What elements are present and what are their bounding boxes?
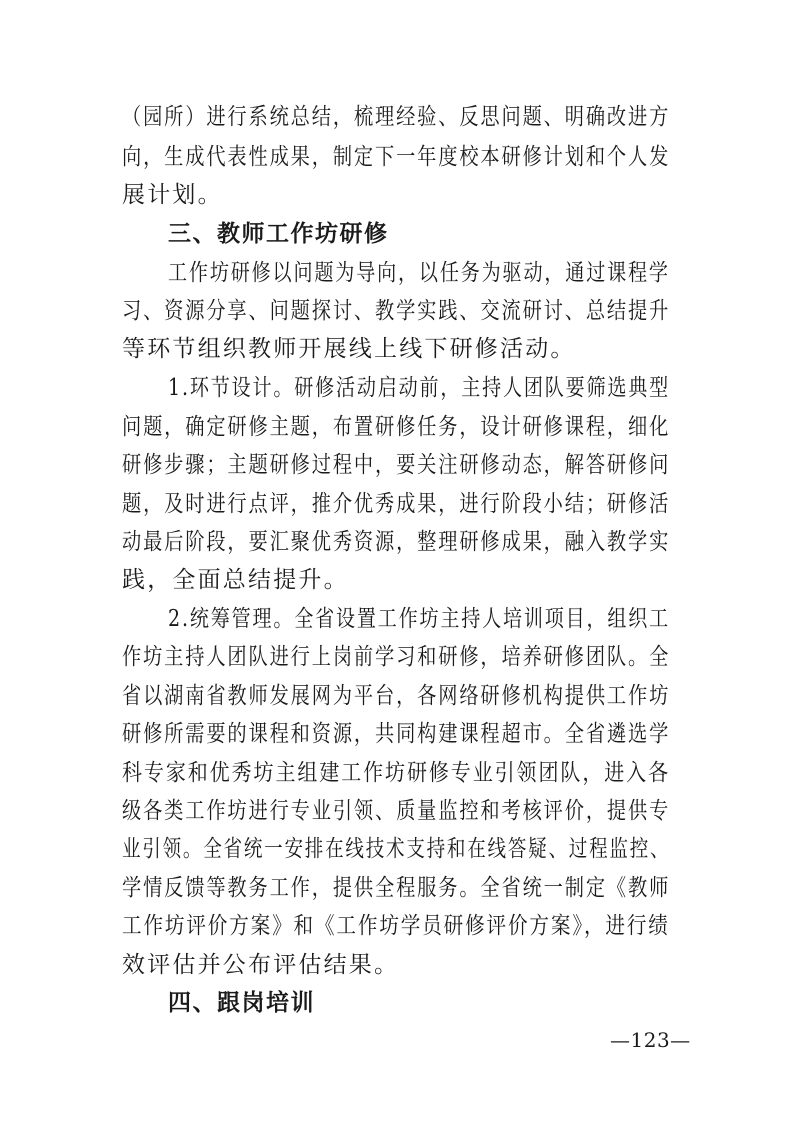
paragraph-line: 践，全面总结提升。 — [122, 567, 349, 593]
paragraph-line: 习、资源分享、问题探讨、教学实践、交流研讨、总结提升 — [122, 298, 671, 324]
paragraph-line: 研修步骤；主题研修过程中，要关注研修动态，解答研修问 — [122, 452, 671, 478]
paragraph-line: 级各类工作坊进行专业引领、质量监控和考核评价，提供专 — [122, 798, 671, 824]
paragraph-line: 等环节组织教师开展线上线下研修活动。 — [122, 336, 576, 362]
paragraph-line: 动最后阶段，要汇聚优秀资源，整理研修成果，融入教学实 — [122, 529, 671, 555]
paragraph-line: 题，及时进行点评，推介优秀成果，进行阶段小结；研修活 — [122, 491, 671, 517]
paragraph-line: 效评估并公布评估结果。 — [122, 952, 400, 978]
section-heading-3: 三、教师工作坊研修 — [168, 221, 389, 247]
paragraph-line: 工作坊评价方案》和《工作坊学员研修评价方案》，进行绩 — [122, 913, 670, 939]
paragraph-line: 展计划。 — [122, 182, 223, 208]
page-number: —123— — [610, 1028, 691, 1052]
paragraph-line: 问题，确定研修主题，布置研修任务，设计研修课程，细化 — [122, 414, 671, 440]
section-heading-4: 四、跟岗培训 — [168, 990, 315, 1016]
paragraph-line: 业引领。全省统一安排在线技术支持和在线答疑、过程监控、 — [122, 836, 671, 862]
paragraph-line: 作坊主持人团队进行上岗前学习和研修，培养研修团队。全 — [122, 644, 671, 670]
paragraph-line: 1.环节设计。研修活动启动前，主持人团队要筛选典型 — [168, 375, 670, 401]
paragraph-line: 工作坊研修以问题为导向，以任务为驱动，通过课程学 — [168, 260, 670, 286]
paragraph-line: 向，生成代表性成果，制定下一年度校本研修计划和个人发 — [122, 144, 671, 170]
paragraph-line: 学情反馈等教务工作，提供全程服务。全省统一制定《教师 — [122, 875, 671, 901]
paragraph-line: 研修所需要的课程和资源，共同构建课程超市。全省遴选学 — [122, 721, 671, 747]
paragraph-line: 省以湖南省教师发展网为平台，各网络研修机构提供工作坊 — [122, 683, 671, 709]
paragraph-line: 2.统筹管理。全省设置工作坊主持人培训项目，组织工 — [168, 606, 670, 632]
paragraph-line: （园所）进行系统总结，梳理经验、反思问题、明确改进方 — [122, 104, 671, 130]
paragraph-line: 科专家和优秀坊主组建工作坊研修专业引领团队，进入各 — [122, 760, 670, 786]
